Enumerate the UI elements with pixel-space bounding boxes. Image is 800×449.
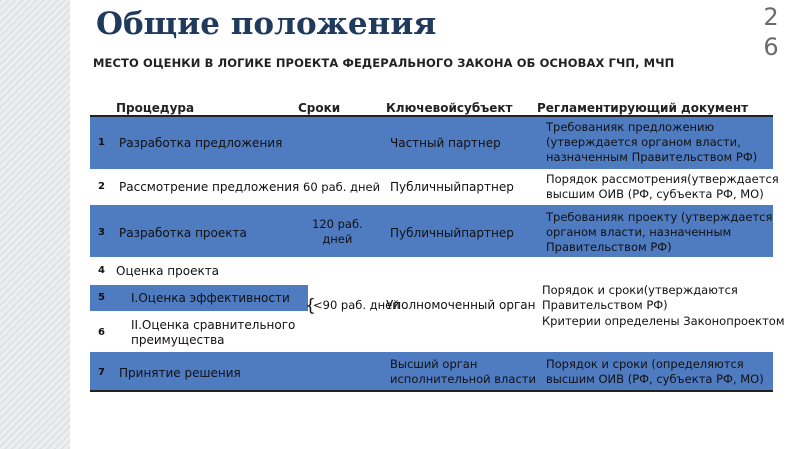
slide-title: Общие положения [96,6,437,42]
slide-subtitle: МЕСТО ОЦЕНКИ В ЛОГИКЕ ПРОЕКТА ФЕДЕРАЛЬНОГО ЗАКОНА ОБ ОСНОВАХ ГЧП, МЧП [93,56,675,70]
row-subject: Уполномоченный орган [386,298,536,312]
row-subject: Высший орган исполнительной власти [390,357,536,386]
row-number: 6 [98,327,105,338]
row-number: 4 [98,265,105,276]
header-subject: Ключевойсубъект [386,101,513,115]
row-subject: Публичныйпартнер [390,226,514,240]
row-document: Порядок рассмотрения(утверждается высшим ОИВ (РФ, субъекта РФ, МО) [546,172,779,201]
row-document: Требованияк предложению (утверждается органом власти, назначенным Правительством РФ) [546,120,758,164]
row-procedure: Рассмотрение предложения [119,180,300,194]
row-subject: Публичныйпартнер [390,180,514,194]
row-terms: 60 раб. дней [303,180,381,194]
header-terms: Сроки [298,101,341,115]
row-number: 1 [98,137,105,148]
row-subject: Частный партнер [390,136,501,150]
row-document: Критерии определены Законопроектом [542,314,785,328]
row-procedure: Разработка проекта [119,226,247,240]
row-procedure: I.Оценка эффективности [131,291,290,305]
row-procedure: Разработка предложения [119,136,283,150]
row-procedure: Оценка проекта [116,264,220,278]
row-terms: 120 раб. дней [312,217,363,246]
row-number: 2 [98,181,105,192]
row-procedure: Принятие решения [119,366,241,380]
slide-number: 2 6 [763,3,779,61]
row-number: 5 [98,292,105,303]
row-number: 7 [98,367,105,378]
row-number: 3 [98,227,105,238]
row-document: Порядок и сроки (определяются высшим ОИВ (РФ, субъекта РФ, МО) [546,357,764,386]
header-regulating: Регламентирующий документ [537,101,749,115]
background-stripe [0,0,70,449]
row-document: Требованияк проекту (утверждается органом власти, назначенным Правительством РФ) [546,210,773,254]
row-terms: <90 раб. дней [313,298,400,312]
brace-icon: { [305,296,316,316]
row-document: Порядок и сроки(утверждаются Правительством РФ) [542,283,738,312]
row-procedure: II.Оценка сравнительного преимущества [131,318,296,347]
table-bottom-rule [90,390,773,392]
header-procedure: Процедура [116,101,195,115]
